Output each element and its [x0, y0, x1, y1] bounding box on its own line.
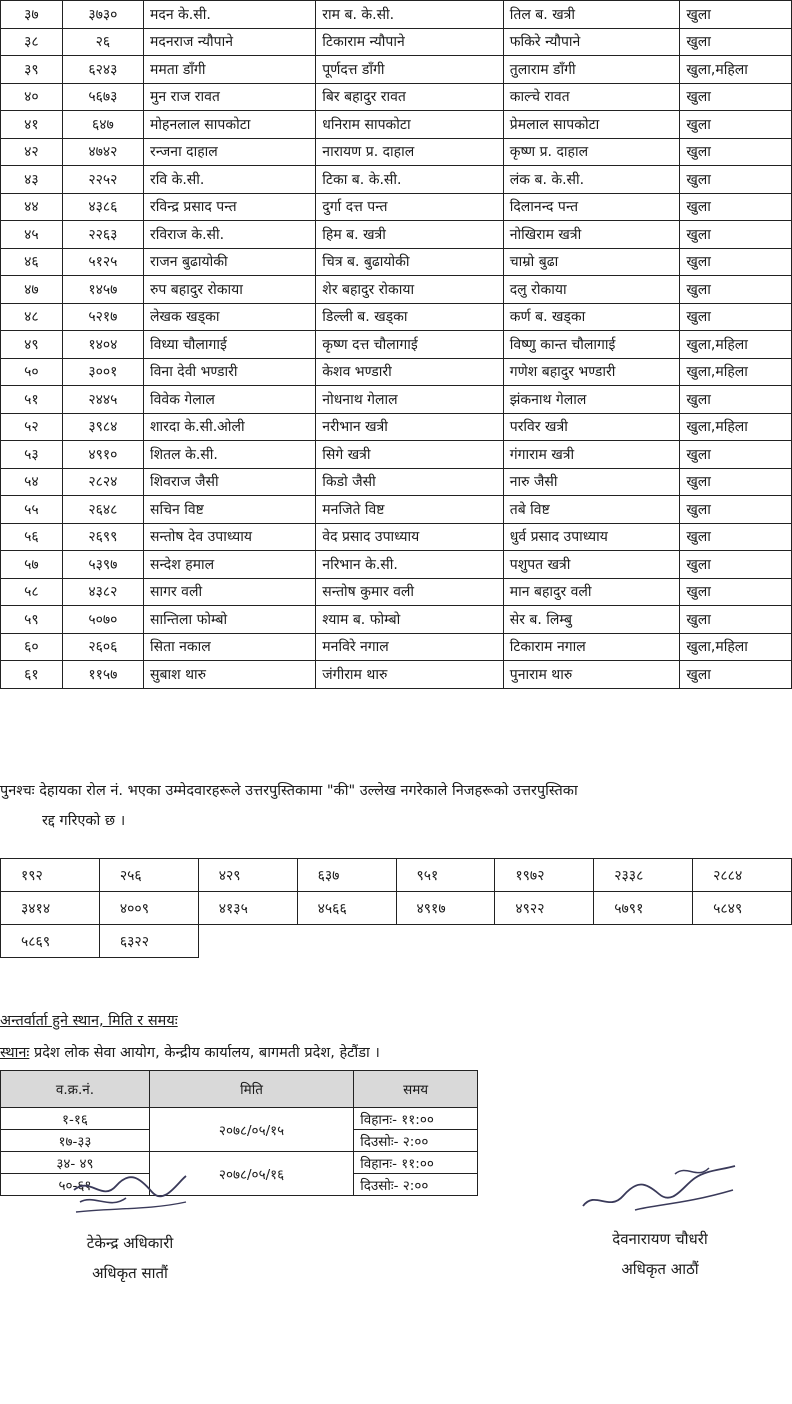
serial-number-cell: ४९: [1, 331, 63, 359]
cancelled-roll-cell: ६३७: [297, 859, 396, 892]
father-name-cell: हिम ब. खत्री: [316, 221, 503, 249]
cancelled-rolls-body: [1, 859, 792, 958]
father-name-cell: नरीभान खत्री: [316, 413, 503, 441]
serial-number-cell: ४५: [1, 221, 63, 249]
group-cell: खुला: [680, 441, 792, 469]
cancelled-roll-cell: ५८४९: [693, 892, 792, 925]
cancelled-roll-cell: २३३८: [594, 859, 693, 892]
table-row: [1, 578, 792, 606]
table-row: [1, 892, 792, 925]
roll-number-cell: ५२१७: [62, 303, 143, 331]
cancelled-roll-cell: ४००९: [99, 892, 198, 925]
serial-number-cell: ३९: [1, 56, 63, 84]
empty-cell: [693, 925, 792, 958]
table-row: [1, 1, 792, 29]
roll-number-cell: २६९९: [62, 523, 143, 551]
roll-number-cell: १४०४: [62, 331, 143, 359]
serial-number-cell: ४०: [1, 83, 63, 111]
table-row: [1, 193, 792, 221]
schedule-range: १-१६: [1, 1108, 150, 1130]
serial-number-cell: ६०: [1, 633, 63, 661]
candidate-name-cell: सन्तोष देव उपाध्याय: [144, 523, 316, 551]
grandfather-name-cell: झंकनाथ गेलाल: [503, 386, 680, 414]
table-row: [1, 925, 792, 958]
roll-number-cell: ४९१०: [62, 441, 143, 469]
table-row: [1, 468, 792, 496]
table-row: [1, 276, 792, 304]
roll-number-cell: ३००१: [62, 358, 143, 386]
father-name-cell: टिकाराम न्यौपाने: [316, 28, 503, 56]
grandfather-name-cell: तबे विष्ट: [503, 496, 680, 524]
empty-cell: [198, 925, 297, 958]
table-row: [1, 166, 792, 194]
table-row: [1, 248, 792, 276]
cancelled-roll-cell: २५६: [99, 859, 198, 892]
cancelled-roll-cell: ४५६६: [297, 892, 396, 925]
empty-cell: [594, 925, 693, 958]
table-row: [1, 496, 792, 524]
signatory-right-title: अधिकृत आठौं: [621, 1260, 699, 1278]
group-cell: खुला,महिला: [680, 633, 792, 661]
grandfather-name-cell: गणेश बहादुर भण्डारी: [503, 358, 680, 386]
candidate-name-cell: विवेक गेलाल: [144, 386, 316, 414]
father-name-cell: धनिराम सापकोटा: [316, 111, 503, 139]
father-name-cell: नरिभान के.सी.: [316, 551, 503, 579]
candidate-name-cell: विध्या चौलागाई: [144, 331, 316, 359]
roll-number-cell: २६४८: [62, 496, 143, 524]
father-name-cell: मनविरे नगाल: [316, 633, 503, 661]
roll-number-cell: ५३९७: [62, 551, 143, 579]
schedule-header-row: [1, 1071, 478, 1108]
results-table: [0, 0, 792, 689]
schedule-range: ५०-६१: [1, 1174, 150, 1196]
table-row: [1, 28, 792, 56]
empty-cell: [495, 925, 594, 958]
candidate-name-cell: शितल के.सी.: [144, 441, 316, 469]
candidate-name-cell: सान्तिला फोम्बो: [144, 606, 316, 634]
cancelled-roll-cell: ५७९१: [594, 892, 693, 925]
candidate-name-cell: मोहनलाल सापकोटा: [144, 111, 316, 139]
serial-number-cell: ५४: [1, 468, 63, 496]
serial-number-cell: ४४: [1, 193, 63, 221]
grandfather-name-cell: नोखिराम खत्री: [503, 221, 680, 249]
group-cell: खुला: [680, 551, 792, 579]
schedule-header-range: व.क्र.नं.: [1, 1071, 150, 1108]
candidate-name-cell: विना देवी भण्डारी: [144, 358, 316, 386]
table-row: [1, 331, 792, 359]
grandfather-name-cell: टिकाराम नगाल: [503, 633, 680, 661]
serial-number-cell: ५८: [1, 578, 63, 606]
father-name-cell: श्याम ब. फोम्बो: [316, 606, 503, 634]
serial-number-cell: ५२: [1, 413, 63, 441]
father-name-cell: सिगे खत्री: [316, 441, 503, 469]
group-cell: खुला,महिला: [680, 413, 792, 441]
serial-number-cell: ४१: [1, 111, 63, 139]
candidate-name-cell: सचिन विष्ट: [144, 496, 316, 524]
signatory-left-title: अधिकृत सातौं: [92, 1264, 168, 1282]
candidate-name-cell: शारदा के.सी.ओली: [144, 413, 316, 441]
cancelled-roll-cell: ९५१: [396, 859, 495, 892]
interview-venue: [0, 1042, 380, 1062]
serial-number-cell: ४६: [1, 248, 63, 276]
schedule-row: [1, 1152, 478, 1174]
table-row: [1, 303, 792, 331]
schedule-header-time: समय: [354, 1071, 478, 1108]
candidate-name-cell: मदनराज न्यौपाने: [144, 28, 316, 56]
cancelled-roll-cell: ३४१४: [1, 892, 100, 925]
roll-number-cell: ४३८६: [62, 193, 143, 221]
grandfather-name-cell: मान बहादुर वली: [503, 578, 680, 606]
group-cell: खुला: [680, 138, 792, 166]
grandfather-name-cell: फकिरे न्यौपाने: [503, 28, 680, 56]
serial-number-cell: ६१: [1, 661, 63, 689]
serial-number-cell: ३८: [1, 28, 63, 56]
roll-number-cell: २८२४: [62, 468, 143, 496]
roll-number-cell: ६४७: [62, 111, 143, 139]
schedule-time: विहानः- ११:००: [354, 1152, 478, 1174]
cancelled-roll-cell: ४२९: [198, 859, 297, 892]
table-row: [1, 56, 792, 84]
candidate-name-cell: मुन राज रावत: [144, 83, 316, 111]
cancelled-roll-cell: ५८६९: [1, 925, 100, 958]
roll-number-cell: २६०६: [62, 633, 143, 661]
group-cell: खुला: [680, 578, 792, 606]
candidate-name-cell: राजन बुढायोकी: [144, 248, 316, 276]
table-row: [1, 386, 792, 414]
roll-number-cell: ५६७३: [62, 83, 143, 111]
serial-number-cell: ४८: [1, 303, 63, 331]
roll-number-cell: २२६३: [62, 221, 143, 249]
venue-label: स्थानः: [0, 1045, 30, 1061]
roll-number-cell: ३९८४: [62, 413, 143, 441]
table-row: [1, 138, 792, 166]
serial-number-cell: ४७: [1, 276, 63, 304]
serial-number-cell: ५५: [1, 496, 63, 524]
grandfather-name-cell: कृष्ण प्र. दाहाल: [503, 138, 680, 166]
schedule-time: दिउसोः- २:००: [354, 1174, 478, 1196]
group-cell: खुला,महिला: [680, 56, 792, 84]
signatory-right-name: देवनारायण चौधरी: [612, 1230, 708, 1248]
signature-left-icon: [60, 1172, 200, 1228]
roll-number-cell: ३७३०: [62, 1, 143, 29]
venue-text: प्रदेश लोक सेवा आयोग, केन्द्रीय कार्यालय, बागमती प्रदेश, हेटौंडा ।: [33, 1045, 380, 1061]
group-cell: खुला: [680, 496, 792, 524]
roll-number-cell: ६२४३: [62, 56, 143, 84]
schedule-header-date: मिति: [149, 1071, 353, 1108]
serial-number-cell: ५१: [1, 386, 63, 414]
table-row: [1, 83, 792, 111]
grandfather-name-cell: कर्ण ब. खड्का: [503, 303, 680, 331]
candidate-name-cell: सिता नकाल: [144, 633, 316, 661]
grandfather-name-cell: पुनाराम थारु: [503, 661, 680, 689]
serial-number-cell: ५३: [1, 441, 63, 469]
candidate-name-cell: रन्जना दाहाल: [144, 138, 316, 166]
interview-heading: अन्तर्वार्ता हुने स्थान, मिति र समयः: [0, 1013, 178, 1029]
grandfather-name-cell: लंक ब. के.सी.: [503, 166, 680, 194]
roll-number-cell: ५१२५: [62, 248, 143, 276]
grandfather-name-cell: नारु जैसी: [503, 468, 680, 496]
candidate-name-cell: शिवराज जैसी: [144, 468, 316, 496]
schedule-date: २०७८/०५/१६: [149, 1152, 353, 1196]
group-cell: खुला: [680, 606, 792, 634]
candidate-name-cell: रुप बहादुर रोकाया: [144, 276, 316, 304]
group-cell: खुला,महिला: [680, 358, 792, 386]
empty-cell: [297, 925, 396, 958]
cancelled-roll-cell: ६३२२: [99, 925, 198, 958]
empty-cell: [396, 925, 495, 958]
father-name-cell: चित्र ब. बुढायोकी: [316, 248, 503, 276]
serial-number-cell: ५७: [1, 551, 63, 579]
signatory-left-name: टेकेन्द्र अधिकारी: [86, 1234, 174, 1252]
father-name-cell: टिका ब. के.सी.: [316, 166, 503, 194]
schedule-row: [1, 1108, 478, 1130]
father-name-cell: बिर बहादुर रावत: [316, 83, 503, 111]
schedule-time: दिउसोः- २:००: [354, 1130, 478, 1152]
schedule-date: २०७८/०५/१५: [149, 1108, 353, 1152]
group-cell: खुला: [680, 221, 792, 249]
cancelled-roll-cell: ४१३५: [198, 892, 297, 925]
note-line-1: पुनश्चः देहायका रोल नं. भएका उम्मेदवारहरूले उत्तरपुस्तिकामा "की" उल्लेख नगरेकाले निजहरूको उत्तरपुस्तिका: [0, 783, 578, 799]
father-name-cell: दुर्गा दत्त पन्त: [316, 193, 503, 221]
table-row: [1, 221, 792, 249]
grandfather-name-cell: परविर खत्री: [503, 413, 680, 441]
group-cell: खुला: [680, 276, 792, 304]
table-row: [1, 551, 792, 579]
group-cell: खुला,महिला: [680, 331, 792, 359]
schedule-range: ३४- ४९: [1, 1152, 150, 1174]
table-row: [1, 111, 792, 139]
grandfather-name-cell: पशुपत खत्री: [503, 551, 680, 579]
group-cell: खुला: [680, 83, 792, 111]
table-row: [1, 523, 792, 551]
roll-number-cell: ४७४२: [62, 138, 143, 166]
roll-number-cell: ५०७०: [62, 606, 143, 634]
roll-number-cell: ११५७: [62, 661, 143, 689]
serial-number-cell: ५०: [1, 358, 63, 386]
group-cell: खुला: [680, 468, 792, 496]
grandfather-name-cell: दलु रोकाया: [503, 276, 680, 304]
candidate-name-cell: लेखक खड्का: [144, 303, 316, 331]
father-name-cell: किडो जैसी: [316, 468, 503, 496]
father-name-cell: मनजिते विष्ट: [316, 496, 503, 524]
father-name-cell: सन्तोष कुमार वली: [316, 578, 503, 606]
father-name-cell: राम ब. के.सी.: [316, 1, 503, 29]
schedule-time: विहानः- ११:००: [354, 1108, 478, 1130]
cancelled-rolls-table: [0, 858, 792, 958]
father-name-cell: नारायण प्र. दाहाल: [316, 138, 503, 166]
table-row: [1, 358, 792, 386]
group-cell: खुला: [680, 1, 792, 29]
roll-number-cell: २४४५: [62, 386, 143, 414]
father-name-cell: पूर्णदत्त डाँगी: [316, 56, 503, 84]
roll-number-cell: २६: [62, 28, 143, 56]
roll-number-cell: २२५२: [62, 166, 143, 194]
signatory-left: [50, 1172, 210, 1288]
father-name-cell: जंगीराम थारु: [316, 661, 503, 689]
candidate-name-cell: रविराज के.सी.: [144, 221, 316, 249]
cancelled-roll-cell: ४९२२: [495, 892, 594, 925]
candidate-name-cell: रविन्द्र प्रसाद पन्त: [144, 193, 316, 221]
grandfather-name-cell: विष्णु कान्त चौलागाई: [503, 331, 680, 359]
table-row: [1, 606, 792, 634]
group-cell: खुला: [680, 386, 792, 414]
grandfather-name-cell: गंगाराम खत्री: [503, 441, 680, 469]
results-table-body: [1, 1, 792, 689]
table-row: [1, 661, 792, 689]
roll-number-cell: १४५७: [62, 276, 143, 304]
postscript-note: [0, 776, 792, 836]
schedule-range: १७-३३: [1, 1130, 150, 1152]
table-row: [1, 859, 792, 892]
grandfather-name-cell: सेर ब. लिम्बु: [503, 606, 680, 634]
table-row: [1, 633, 792, 661]
group-cell: खुला: [680, 523, 792, 551]
father-name-cell: कृष्ण दत्त चौलागाई: [316, 331, 503, 359]
serial-number-cell: ५९: [1, 606, 63, 634]
signature-right-icon: [575, 1160, 745, 1224]
serial-number-cell: ५६: [1, 523, 63, 551]
candidate-name-cell: सन्देश हमाल: [144, 551, 316, 579]
table-row: [1, 441, 792, 469]
candidate-name-cell: मदन के.सी.: [144, 1, 316, 29]
group-cell: खुला: [680, 248, 792, 276]
serial-number-cell: ४२: [1, 138, 63, 166]
table-row: [1, 413, 792, 441]
signatory-right: [570, 1160, 750, 1284]
father-name-cell: वेद प्रसाद उपाध्याय: [316, 523, 503, 551]
cancelled-roll-cell: ४९१७: [396, 892, 495, 925]
father-name-cell: नोधनाथ गेलाल: [316, 386, 503, 414]
candidate-name-cell: सुबाश थारु: [144, 661, 316, 689]
father-name-cell: शेर बहादुर रोकाया: [316, 276, 503, 304]
group-cell: खुला: [680, 303, 792, 331]
cancelled-roll-cell: १९७२: [495, 859, 594, 892]
group-cell: खुला: [680, 28, 792, 56]
group-cell: खुला: [680, 111, 792, 139]
grandfather-name-cell: तिल ब. खत्री: [503, 1, 680, 29]
group-cell: खुला: [680, 166, 792, 194]
candidate-name-cell: सागर वली: [144, 578, 316, 606]
note-line-2: रद्द गरिएको छ ।: [42, 813, 126, 829]
grandfather-name-cell: दिलानन्द पन्त: [503, 193, 680, 221]
grandfather-name-cell: काल्चे रावत: [503, 83, 680, 111]
grandfather-name-cell: धुर्व प्रसाद उपाध्याय: [503, 523, 680, 551]
candidate-name-cell: ममता डाँगी: [144, 56, 316, 84]
father-name-cell: डिल्ली ब. खड्का: [316, 303, 503, 331]
roll-number-cell: ४३८२: [62, 578, 143, 606]
cancelled-roll-cell: २८८४: [693, 859, 792, 892]
grandfather-name-cell: प्रेमलाल सापकोटा: [503, 111, 680, 139]
serial-number-cell: ४३: [1, 166, 63, 194]
candidate-name-cell: रवि के.सी.: [144, 166, 316, 194]
father-name-cell: केशव भण्डारी: [316, 358, 503, 386]
group-cell: खुला: [680, 193, 792, 221]
group-cell: खुला: [680, 661, 792, 689]
serial-number-cell: ३७: [1, 1, 63, 29]
grandfather-name-cell: तुलाराम डाँगी: [503, 56, 680, 84]
cancelled-roll-cell: १९२: [1, 859, 100, 892]
grandfather-name-cell: चाम्रो बुढा: [503, 248, 680, 276]
